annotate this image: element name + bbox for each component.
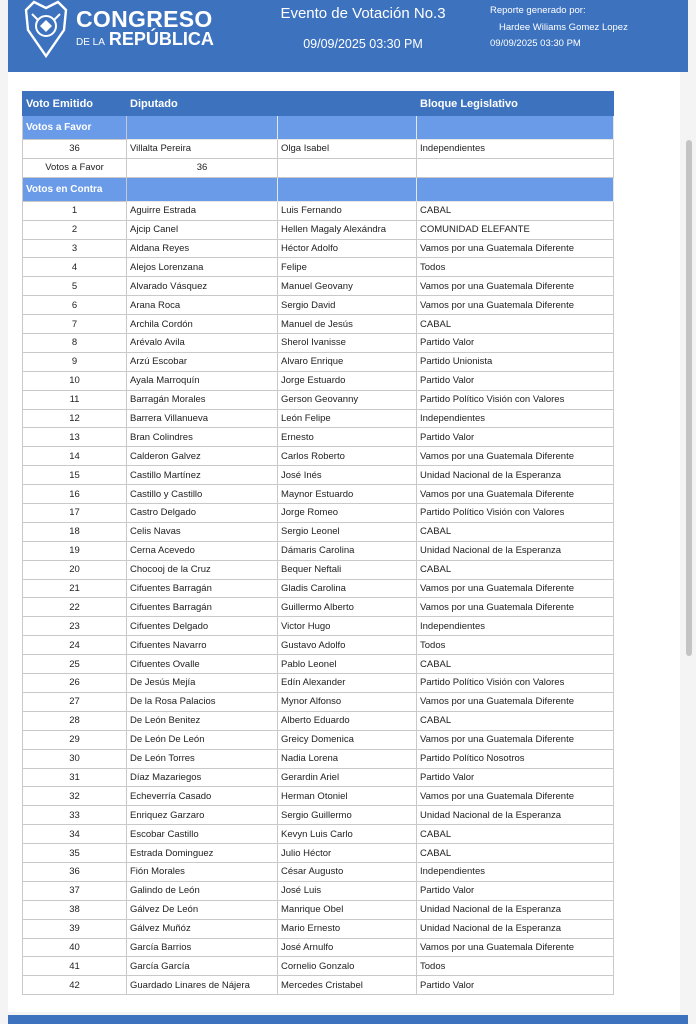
table-row (23, 938, 614, 957)
deputy-given-name: Sherol Ivanisse (278, 334, 417, 353)
deputy-surname: Celis Navas (127, 522, 278, 541)
table-row (23, 201, 614, 220)
deputy-given-name: Maynor Estuardo (278, 485, 417, 504)
table-row (23, 825, 614, 844)
report-user: Hardee Wiliams Gomez Lopez (499, 22, 628, 33)
vote-number: 26 (23, 674, 127, 693)
legislative-bloc: Partido Político Visión con Valores (417, 390, 614, 409)
vote-number: 38 (23, 900, 127, 919)
table-row (23, 598, 614, 617)
legislative-bloc: Partido Valor (417, 976, 614, 995)
deputy-given-name: Victor Hugo (278, 617, 417, 636)
deputy-surname: Ajcip Canel (127, 220, 278, 239)
report-datetime: 09/09/2025 03:30 PM (490, 38, 581, 49)
vote-number: 8 (23, 334, 127, 353)
vote-number: 12 (23, 409, 127, 428)
deputy-surname: Arévalo Avila (127, 334, 278, 353)
vote-number: 24 (23, 636, 127, 655)
vote-number: 30 (23, 749, 127, 768)
vote-number: 36 (23, 862, 127, 881)
table-row (23, 919, 614, 938)
vote-number: 3 (23, 239, 127, 258)
table-row (23, 504, 614, 523)
vote-number: 21 (23, 579, 127, 598)
deputy-surname: Alvarado Vásquez (127, 277, 278, 296)
table-row (23, 296, 614, 315)
deputy-given-name: León Felipe (278, 409, 417, 428)
section-cell (417, 177, 614, 201)
vote-number: 40 (23, 938, 127, 957)
deputy-given-name: Alberto Eduardo (278, 711, 417, 730)
deputy-given-name: Edín Alexander (278, 674, 417, 693)
legislative-bloc: Vamos por una Guatemala Diferente (417, 447, 614, 466)
deputy-surname: Escobar Castillo (127, 825, 278, 844)
vote-number: 15 (23, 466, 127, 485)
vote-number: 31 (23, 768, 127, 787)
legislative-bloc: Unidad Nacional de la Esperanza (417, 900, 614, 919)
table-header-row (23, 92, 614, 116)
deputy-surname: Aguirre Estrada (127, 201, 278, 220)
vote-number: 39 (23, 919, 127, 938)
deputy-given-name: Gerson Geovanny (278, 390, 417, 409)
deputy-given-name: Manuel Geovany (278, 277, 417, 296)
deputy-surname: Castro Delgado (127, 504, 278, 523)
deputy-surname: Arana Roca (127, 296, 278, 315)
table-row (23, 560, 614, 579)
vote-number: 32 (23, 787, 127, 806)
table-row (23, 485, 614, 504)
report-label: Reporte generado por: (490, 5, 586, 16)
legislative-bloc: Todos (417, 258, 614, 277)
vote-number: 22 (23, 598, 127, 617)
vote-number: 9 (23, 352, 127, 371)
empty-cell (278, 158, 417, 177)
deputy-given-name: Bequer Neftali (278, 560, 417, 579)
deputy-given-name: Jorge Romeo (278, 504, 417, 523)
table-row (23, 390, 614, 409)
table-row (23, 787, 614, 806)
deputy-surname: Barragán Morales (127, 390, 278, 409)
legislative-bloc: Vamos por una Guatemala Diferente (417, 579, 614, 598)
deputy-surname: Cifuentes Navarro (127, 636, 278, 655)
legislative-bloc: Todos (417, 636, 614, 655)
deputy-surname: García Barrios (127, 938, 278, 957)
vote-number: 7 (23, 315, 127, 334)
legislative-bloc: Vamos por una Guatemala Diferente (417, 485, 614, 504)
deputy-given-name: Hellen Magaly Alexándra (278, 220, 417, 239)
legislative-bloc: Partido Valor (417, 768, 614, 787)
legislative-bloc: Unidad Nacional de la Esperanza (417, 919, 614, 938)
table-row (23, 239, 614, 258)
deputy-given-name: Alvaro Enrique (278, 352, 417, 371)
table-row (23, 692, 614, 711)
deputy-given-name: Herman Otoniel (278, 787, 417, 806)
vote-number: 42 (23, 976, 127, 995)
deputy-surname: Arzú Escobar (127, 352, 278, 371)
legislative-bloc: Partido Unionista (417, 352, 614, 371)
table-row (23, 617, 614, 636)
deputy-given-name: José Luis (278, 881, 417, 900)
table-row (23, 522, 614, 541)
deputy-surname: Cifuentes Barragán (127, 598, 278, 617)
deputy-given-name: Guillermo Alberto (278, 598, 417, 617)
deputy-given-name: Ernesto (278, 428, 417, 447)
report-header (8, 0, 688, 72)
table-row (23, 655, 614, 674)
vote-number: 16 (23, 485, 127, 504)
deputy-given-name: José Inés (278, 466, 417, 485)
favor-total-value: 36 (127, 158, 278, 177)
deputy-given-name: Julio Héctor (278, 844, 417, 863)
legislative-bloc: Unidad Nacional de la Esperanza (417, 466, 614, 485)
table-row (23, 334, 614, 353)
legislative-bloc: Independientes (417, 617, 614, 636)
deputy-surname: Estrada Dominguez (127, 844, 278, 863)
table-row (23, 900, 614, 919)
section-cell (278, 116, 417, 140)
table-row (23, 844, 614, 863)
deputy-surname: Cifuentes Barragán (127, 579, 278, 598)
section-title: Votos en Contra (23, 177, 127, 201)
table-row (23, 579, 614, 598)
section-cell (127, 177, 278, 201)
table-row (23, 220, 614, 239)
table-row (23, 976, 614, 995)
table-row (23, 371, 614, 390)
legislative-bloc: Vamos por una Guatemala Diferente (417, 598, 614, 617)
table-row (23, 258, 614, 277)
deputy-surname: De León De León (127, 730, 278, 749)
deputy-surname: Villalta Pereira (127, 140, 278, 159)
deputy-given-name: Sergio Leonel (278, 522, 417, 541)
legislative-bloc: Unidad Nacional de la Esperanza (417, 806, 614, 825)
vote-number: 14 (23, 447, 127, 466)
deputy-given-name: Manuel de Jesús (278, 315, 417, 334)
favor-total-label: Votos a Favor (23, 158, 127, 177)
empty-cell (417, 158, 614, 177)
vote-number: 34 (23, 825, 127, 844)
deputy-surname: Ayala Marroquín (127, 371, 278, 390)
legislative-bloc: CABAL (417, 711, 614, 730)
section-cell (417, 116, 614, 140)
legislative-bloc: CABAL (417, 522, 614, 541)
section-favor (23, 116, 614, 140)
table-row (23, 711, 614, 730)
vote-number: 29 (23, 730, 127, 749)
vote-number: 2 (23, 220, 127, 239)
deputy-given-name: Dámaris Carolina (278, 541, 417, 560)
table-row (23, 768, 614, 787)
section-title: Votos a Favor (23, 116, 127, 140)
deputy-surname: Fión Morales (127, 862, 278, 881)
brand-title: CONGRESO (76, 6, 213, 32)
deputy-given-name: Gerardin Ariel (278, 768, 417, 787)
table-row (23, 674, 614, 693)
deputy-surname: Castillo y Castillo (127, 485, 278, 504)
legislative-bloc: Vamos por una Guatemala Diferente (417, 787, 614, 806)
vote-number: 5 (23, 277, 127, 296)
section-cell (278, 177, 417, 201)
deputy-surname: Calderon Galvez (127, 447, 278, 466)
table-row (23, 730, 614, 749)
vote-number: 11 (23, 390, 127, 409)
deputy-given-name: Mercedes Cristabel (278, 976, 417, 995)
legislative-bloc: Todos (417, 957, 614, 976)
vote-number: 4 (23, 258, 127, 277)
deputy-surname: Gálvez De León (127, 900, 278, 919)
vote-number: 13 (23, 428, 127, 447)
deputy-surname: Guardado Linares de Nájera (127, 976, 278, 995)
deputy-given-name: Cornelio Gonzalo (278, 957, 417, 976)
favor-total-row (23, 158, 614, 177)
deputy-given-name: José Arnulfo (278, 938, 417, 957)
legislative-bloc: Vamos por una Guatemala Diferente (417, 938, 614, 957)
votes-table (22, 91, 614, 995)
table-row (23, 352, 614, 371)
section-cell (127, 116, 278, 140)
vote-number: 19 (23, 541, 127, 560)
column-header (278, 92, 417, 116)
vote-number: 37 (23, 881, 127, 900)
deputy-surname: Archila Cordón (127, 315, 278, 334)
deputy-given-name: Manrique Obel (278, 900, 417, 919)
deputy-given-name: Luis Fernando (278, 201, 417, 220)
legislative-bloc: CABAL (417, 315, 614, 334)
deputy-given-name: Kevyn Luis Carlo (278, 825, 417, 844)
deputy-given-name: Gladis Carolina (278, 579, 417, 598)
deputy-surname: De la Rosa Palacios (127, 692, 278, 711)
deputy-given-name: Jorge Estuardo (278, 371, 417, 390)
legislative-bloc: Partido Valor (417, 881, 614, 900)
legislative-bloc: CABAL (417, 560, 614, 579)
report-footer (8, 1015, 688, 1024)
column-header: Bloque Legislativo (417, 92, 614, 116)
deputy-surname: Bran Colindres (127, 428, 278, 447)
deputy-surname: Díaz Mazariegos (127, 768, 278, 787)
deputy-surname: Alejos Lorenzana (127, 258, 278, 277)
deputy-given-name: Mynor Alfonso (278, 692, 417, 711)
deputy-given-name: Felipe (278, 258, 417, 277)
deputy-given-name: Pablo Leonel (278, 655, 417, 674)
deputy-surname: Barrera Villanueva (127, 409, 278, 428)
brand-subtitle: DE LA REPÚBLICA (76, 29, 214, 49)
deputy-given-name: Olga Isabel (278, 140, 417, 159)
table-body (23, 116, 614, 995)
legislative-bloc: Partido Político Visión con Valores (417, 674, 614, 693)
deputy-surname: Cerna Acevedo (127, 541, 278, 560)
vote-number: 10 (23, 371, 127, 390)
deputy-given-name: Gustavo Adolfo (278, 636, 417, 655)
vote-number: 18 (23, 522, 127, 541)
deputy-surname: Galindo de León (127, 881, 278, 900)
legislative-bloc: Vamos por una Guatemala Diferente (417, 239, 614, 258)
table-row (23, 881, 614, 900)
legislative-bloc: CABAL (417, 844, 614, 863)
vote-number: 6 (23, 296, 127, 315)
legislative-bloc: CABAL (417, 825, 614, 844)
legislative-bloc: Vamos por una Guatemala Diferente (417, 730, 614, 749)
section-contra (23, 177, 614, 201)
deputy-given-name: Greicy Domenica (278, 730, 417, 749)
vote-number: 1 (23, 201, 127, 220)
table-row (23, 862, 614, 881)
vote-number: 20 (23, 560, 127, 579)
legislative-bloc: Partido Valor (417, 334, 614, 353)
legislative-bloc: Independientes (417, 862, 614, 881)
deputy-surname: Chocooj de la Cruz (127, 560, 278, 579)
table-row (23, 409, 614, 428)
deputy-surname: Cifuentes Delgado (127, 617, 278, 636)
table-row (23, 140, 614, 159)
deputy-given-name: Carlos Roberto (278, 447, 417, 466)
legislative-bloc: Partido Valor (417, 428, 614, 447)
vote-number: 33 (23, 806, 127, 825)
legislative-bloc: Vamos por una Guatemala Diferente (417, 277, 614, 296)
vote-number: 17 (23, 504, 127, 523)
deputy-surname: Aldana Reyes (127, 239, 278, 258)
deputy-surname: Castillo Martínez (127, 466, 278, 485)
table-row (23, 541, 614, 560)
vote-number: 36 (23, 140, 127, 159)
vote-number: 35 (23, 844, 127, 863)
deputy-surname: Echeverría Casado (127, 787, 278, 806)
legislative-bloc: Vamos por una Guatemala Diferente (417, 296, 614, 315)
deputy-surname: De Jesús Mejía (127, 674, 278, 693)
table-row (23, 636, 614, 655)
table-row (23, 466, 614, 485)
legislative-bloc: Independientes (417, 409, 614, 428)
scrollbar[interactable] (686, 140, 692, 656)
legislative-bloc: Unidad Nacional de la Esperanza (417, 541, 614, 560)
table-row (23, 428, 614, 447)
deputy-given-name: César Augusto (278, 862, 417, 881)
table-row (23, 447, 614, 466)
table-row (23, 806, 614, 825)
table-row (23, 749, 614, 768)
legislative-bloc: Partido Político Nosotros (417, 749, 614, 768)
deputy-given-name: Sergio David (278, 296, 417, 315)
table-row (23, 277, 614, 296)
legislative-bloc: COMUNIDAD ELEFANTE (417, 220, 614, 239)
deputy-surname: De León Benitez (127, 711, 278, 730)
deputy-given-name: Mario Ernesto (278, 919, 417, 938)
vote-number: 23 (23, 617, 127, 636)
vote-number: 28 (23, 711, 127, 730)
legislative-bloc: Partido Político Visión con Valores (417, 504, 614, 523)
legislative-bloc: Partido Valor (417, 371, 614, 390)
legislative-bloc: Independientes (417, 140, 614, 159)
deputy-surname: Gálvez Muñóz (127, 919, 278, 938)
vote-number: 41 (23, 957, 127, 976)
column-header: Voto Emitido (23, 92, 127, 116)
legislative-bloc: CABAL (417, 655, 614, 674)
deputy-surname: García García (127, 957, 278, 976)
vote-number: 25 (23, 655, 127, 674)
deputy-given-name: Sergio Guillermo (278, 806, 417, 825)
event-datetime: 09/09/2025 03:30 PM (303, 37, 423, 51)
deputy-surname: Enriquez Garzaro (127, 806, 278, 825)
column-header: Diputado (127, 92, 278, 116)
table-row (23, 315, 614, 334)
deputy-surname: De León Torres (127, 749, 278, 768)
vote-number: 27 (23, 692, 127, 711)
deputy-given-name: Nadia Lorena (278, 749, 417, 768)
legislative-bloc: CABAL (417, 201, 614, 220)
legislative-bloc: Vamos por una Guatemala Diferente (417, 692, 614, 711)
event-title: Evento de Votación No.3 (280, 5, 446, 22)
deputy-given-name: Héctor Adolfo (278, 239, 417, 258)
table-row (23, 957, 614, 976)
congress-emblem-icon (24, 0, 68, 60)
deputy-surname: Cifuentes Ovalle (127, 655, 278, 674)
